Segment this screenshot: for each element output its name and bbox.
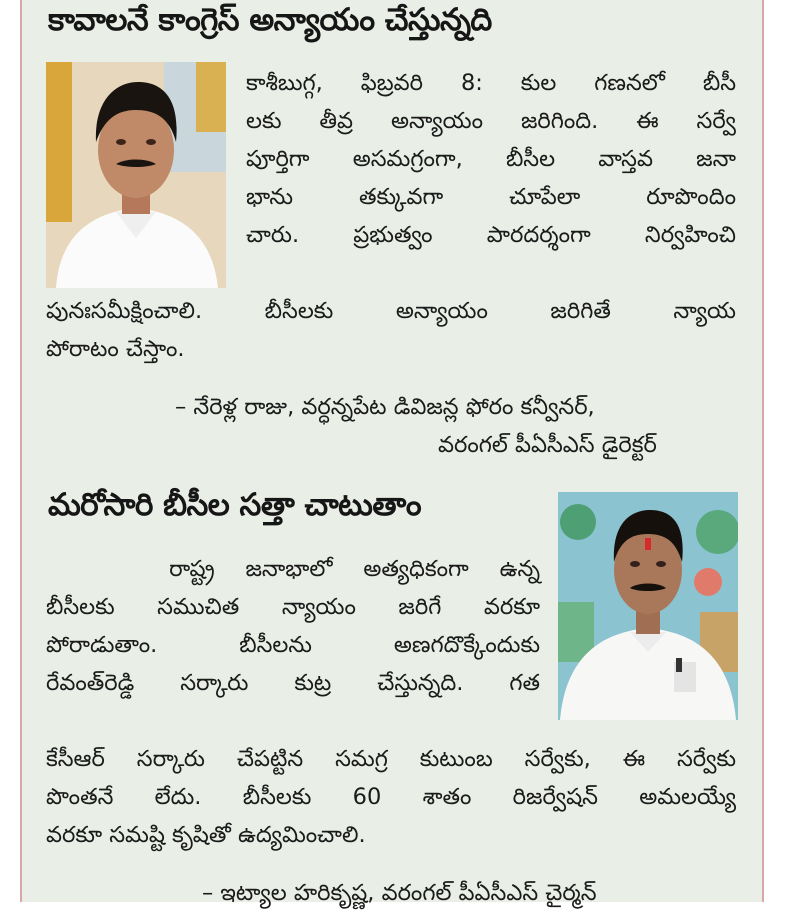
article1-signature-name: – నేరెళ్ల రాజు, వర్ధన్నపేట డివిజన్ల ఫోరం కన్వీనర్‌,	[175, 394, 595, 420]
man-portrait-icon	[558, 492, 738, 720]
article2-body-line: రాష్ట్ర జనాభాలో అత్యధికంగా ఉన్న	[46, 556, 540, 582]
article1-body-beside-photo	[246, 64, 736, 254]
article2-body-line: బీసీలకు సముచిత న్యాయం జరిగే వరకూ	[46, 594, 540, 620]
article1-body-full-width	[46, 292, 736, 368]
article1-body-line: పోరాటం చేస్తాం.	[46, 336, 185, 362]
article2-body-line: పొంతనే లేదు. బీసీలకు 60 శాతం రిజర్వేషన్‌ అమలయ్యే	[46, 784, 736, 810]
article2-body-line: పోరాడుతాం. బీసీలను అణగదొక్కేందుకు	[46, 632, 540, 658]
article2-headline: మరోసారి బీసీల సత్తా చాటుతాం	[48, 487, 422, 523]
article1-body-line: భాను తక్కువగా చూపేలా రూపొందిం	[246, 184, 736, 210]
article2-body-line: కేసీఆర్‌ సర్కారు చేపట్టిన సమగ్ర కుటుంబ సర్వేకు, ఈ సర్వేకు	[46, 746, 736, 772]
article1-portrait-photo	[46, 62, 226, 288]
article1-body-line: లకు తీవ్ర అన్యాయం జరిగింది. ఈ సర్వే	[246, 108, 736, 134]
article1-body-line: పూర్తిగా అసమగ్రంగా, బీసీల వాస్తవ జనా	[246, 146, 736, 172]
article2-signature: – ఇట్యాల హరికృష్ణ, వరంగల్‌ పీఏసీఎస్‌ చైర్మన్‌	[202, 880, 597, 906]
article1-signature-title: వరంగల్‌ పీఏసీఎస్‌ డైరెక్టర్‌	[438, 432, 657, 458]
article1-body-line: కాశీబుగ్గ, ఫిబ్రవరి 8: కుల గణనలో బీసీ	[246, 70, 736, 96]
article2-body-beside-photo	[46, 550, 540, 702]
article2-portrait-photo	[558, 492, 738, 720]
article2-body-full-width	[46, 740, 736, 854]
article1-body-line: పునఃసమీక్షించాలి. బీసీలకు అన్యాయం జరిగితే న్యాయ	[46, 298, 736, 324]
article1-headline: కావాలనే కాంగ్రెస్‌ అన్యాయం చేస్తున్నది	[48, 2, 492, 38]
article1-body-line: చారు. ప్రభుత్వం పారదర్శంగా నిర్వహించి	[246, 222, 736, 248]
man-portrait-icon	[46, 62, 226, 288]
article2-body-line: రేవంత్‌రెడ్డి సర్కారు కుట్ర చేస్తున్నది. గత	[46, 670, 540, 696]
article2-body-line: వరకూ సమష్టి కృషితో ఉద్యమించాలి.	[46, 822, 366, 848]
